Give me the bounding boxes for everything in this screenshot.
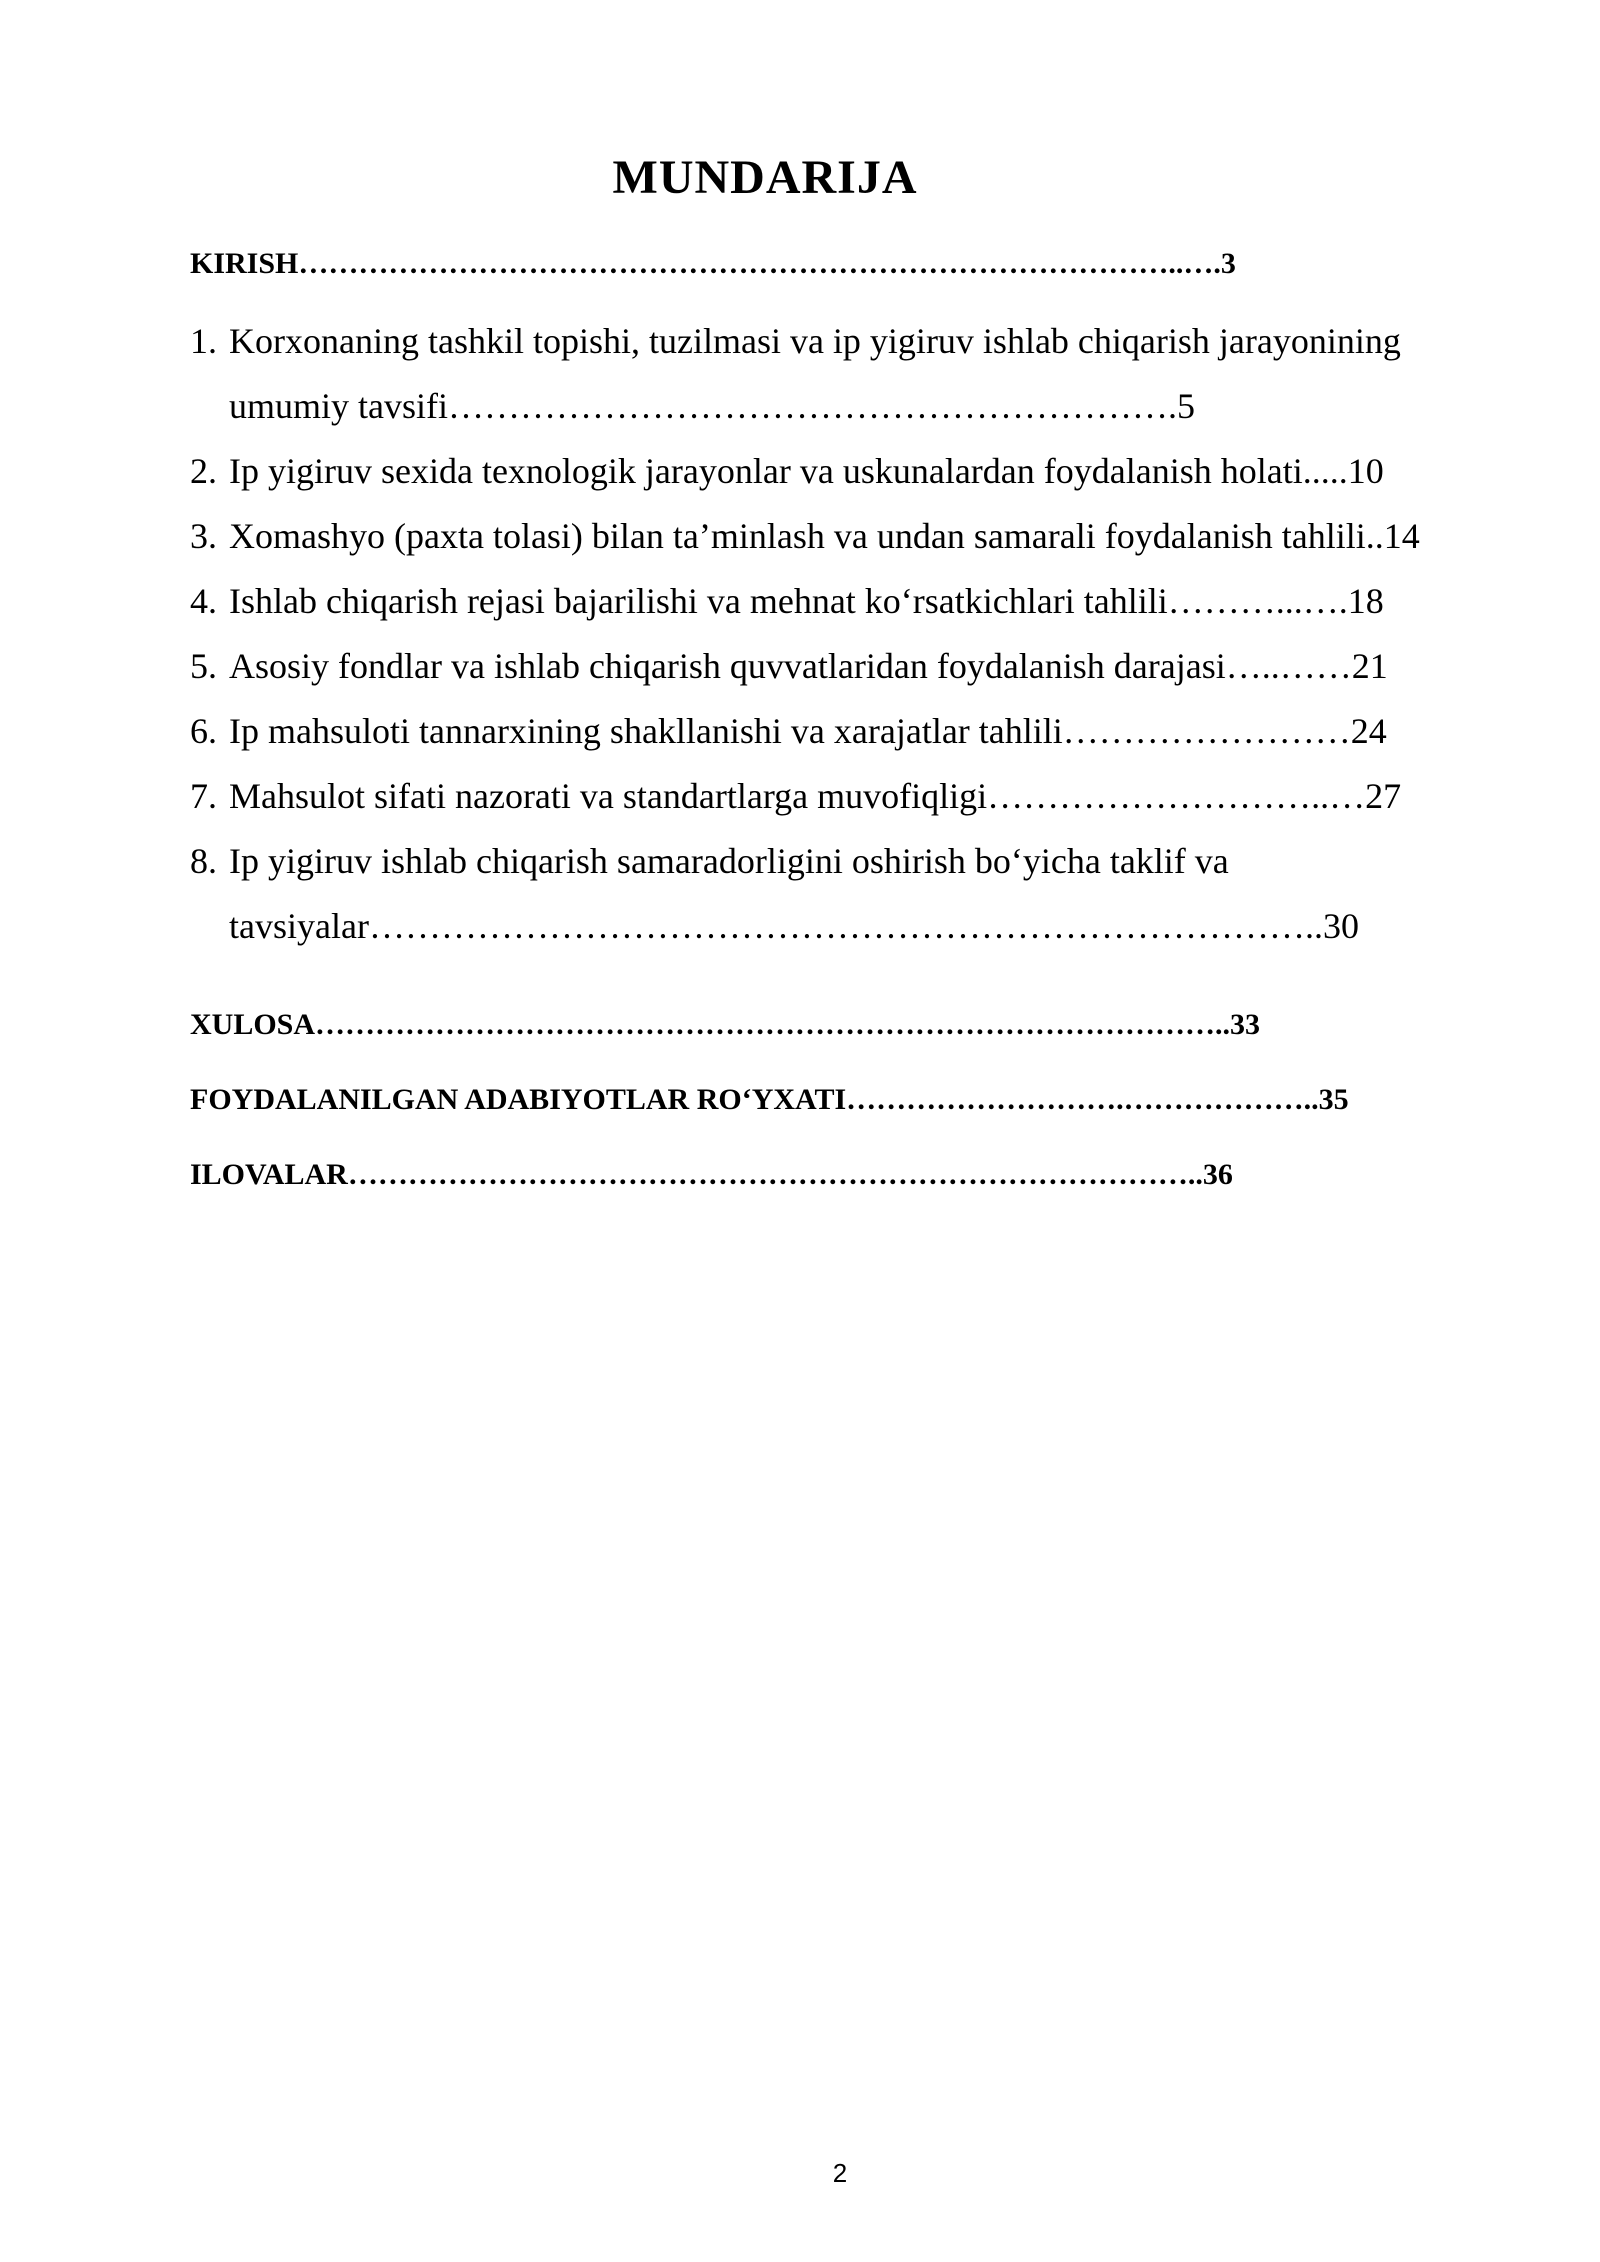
page-number: 2 [832, 2158, 848, 2188]
toc-item-number: 8. [190, 841, 217, 881]
toc-references: FOYDALANILGAN ADABIYOTLAR RO‘YXATI……………………….………………..35 [190, 1083, 1349, 1116]
toc-item-5 [190, 645, 1388, 687]
page-title: MUNDARIJA [612, 151, 918, 204]
toc-item-7 [190, 775, 1401, 817]
toc-item-number: 6. [190, 711, 217, 751]
toc-item-title-continued: tavsiyalar……………………………………………………………………..30 [229, 906, 1359, 946]
toc-item-title: Mahsulot sifati nazorati va standartlarga muvofiqligi………………………..…27 [229, 776, 1402, 816]
toc-item-title: Ip yigiruv sexida texnologik jarayonlar va uskunalardan foydalanish holati.....10 [229, 451, 1384, 491]
toc-item-number: 2. [190, 451, 217, 491]
toc-item-number: 7. [190, 776, 217, 816]
toc-item-2 [190, 450, 1384, 492]
toc-item-title: Ishlab chiqarish rejasi bajarilishi va mehnat ko‘rsatkichlari tahlili………...….18 [229, 581, 1384, 621]
toc-item-title: Korxonaning tashkil topishi, tuzilmasi va ip yigiruv ishlab chiqarish jarayonining [229, 321, 1401, 361]
toc-appendices: ILOVALAR…………………………………………………………………………..36 [190, 1158, 1233, 1191]
toc-item-number: 3. [190, 516, 217, 556]
toc-item-title: Asosiy fondlar va ishlab chiqarish quvvatlaridan foydalanish darajasi…..……21 [229, 646, 1388, 686]
toc-item-4 [190, 580, 1384, 622]
toc-item-number: 5. [190, 646, 217, 686]
toc-item-number: 1. [190, 321, 217, 361]
toc-conclusion: XULOSA………………………………………………………………………………..33 [190, 1008, 1261, 1041]
toc-item-title-continued: umumiy tavsifi…………………………………………………….5 [229, 386, 1195, 426]
toc-item-title: Ip yigiruv ishlab chiqarish samaradorligini oshirish bo‘yicha taklif va [229, 841, 1229, 881]
toc-item-title: Xomashyo (paxta tolasi) bilan ta’minlash va undan samarali foydalanish tahlili..14 [229, 516, 1420, 556]
toc-item-3 [190, 515, 1420, 557]
toc-intro: KIRISH……………………………………………………………………………..….3 [190, 247, 1236, 280]
toc-item-number: 4. [190, 581, 217, 621]
toc-item-title: Ip mahsuloti tannarxining shakllanishi va xarajatlar tahlili……………………24 [229, 711, 1387, 751]
toc-item-6 [190, 710, 1387, 752]
